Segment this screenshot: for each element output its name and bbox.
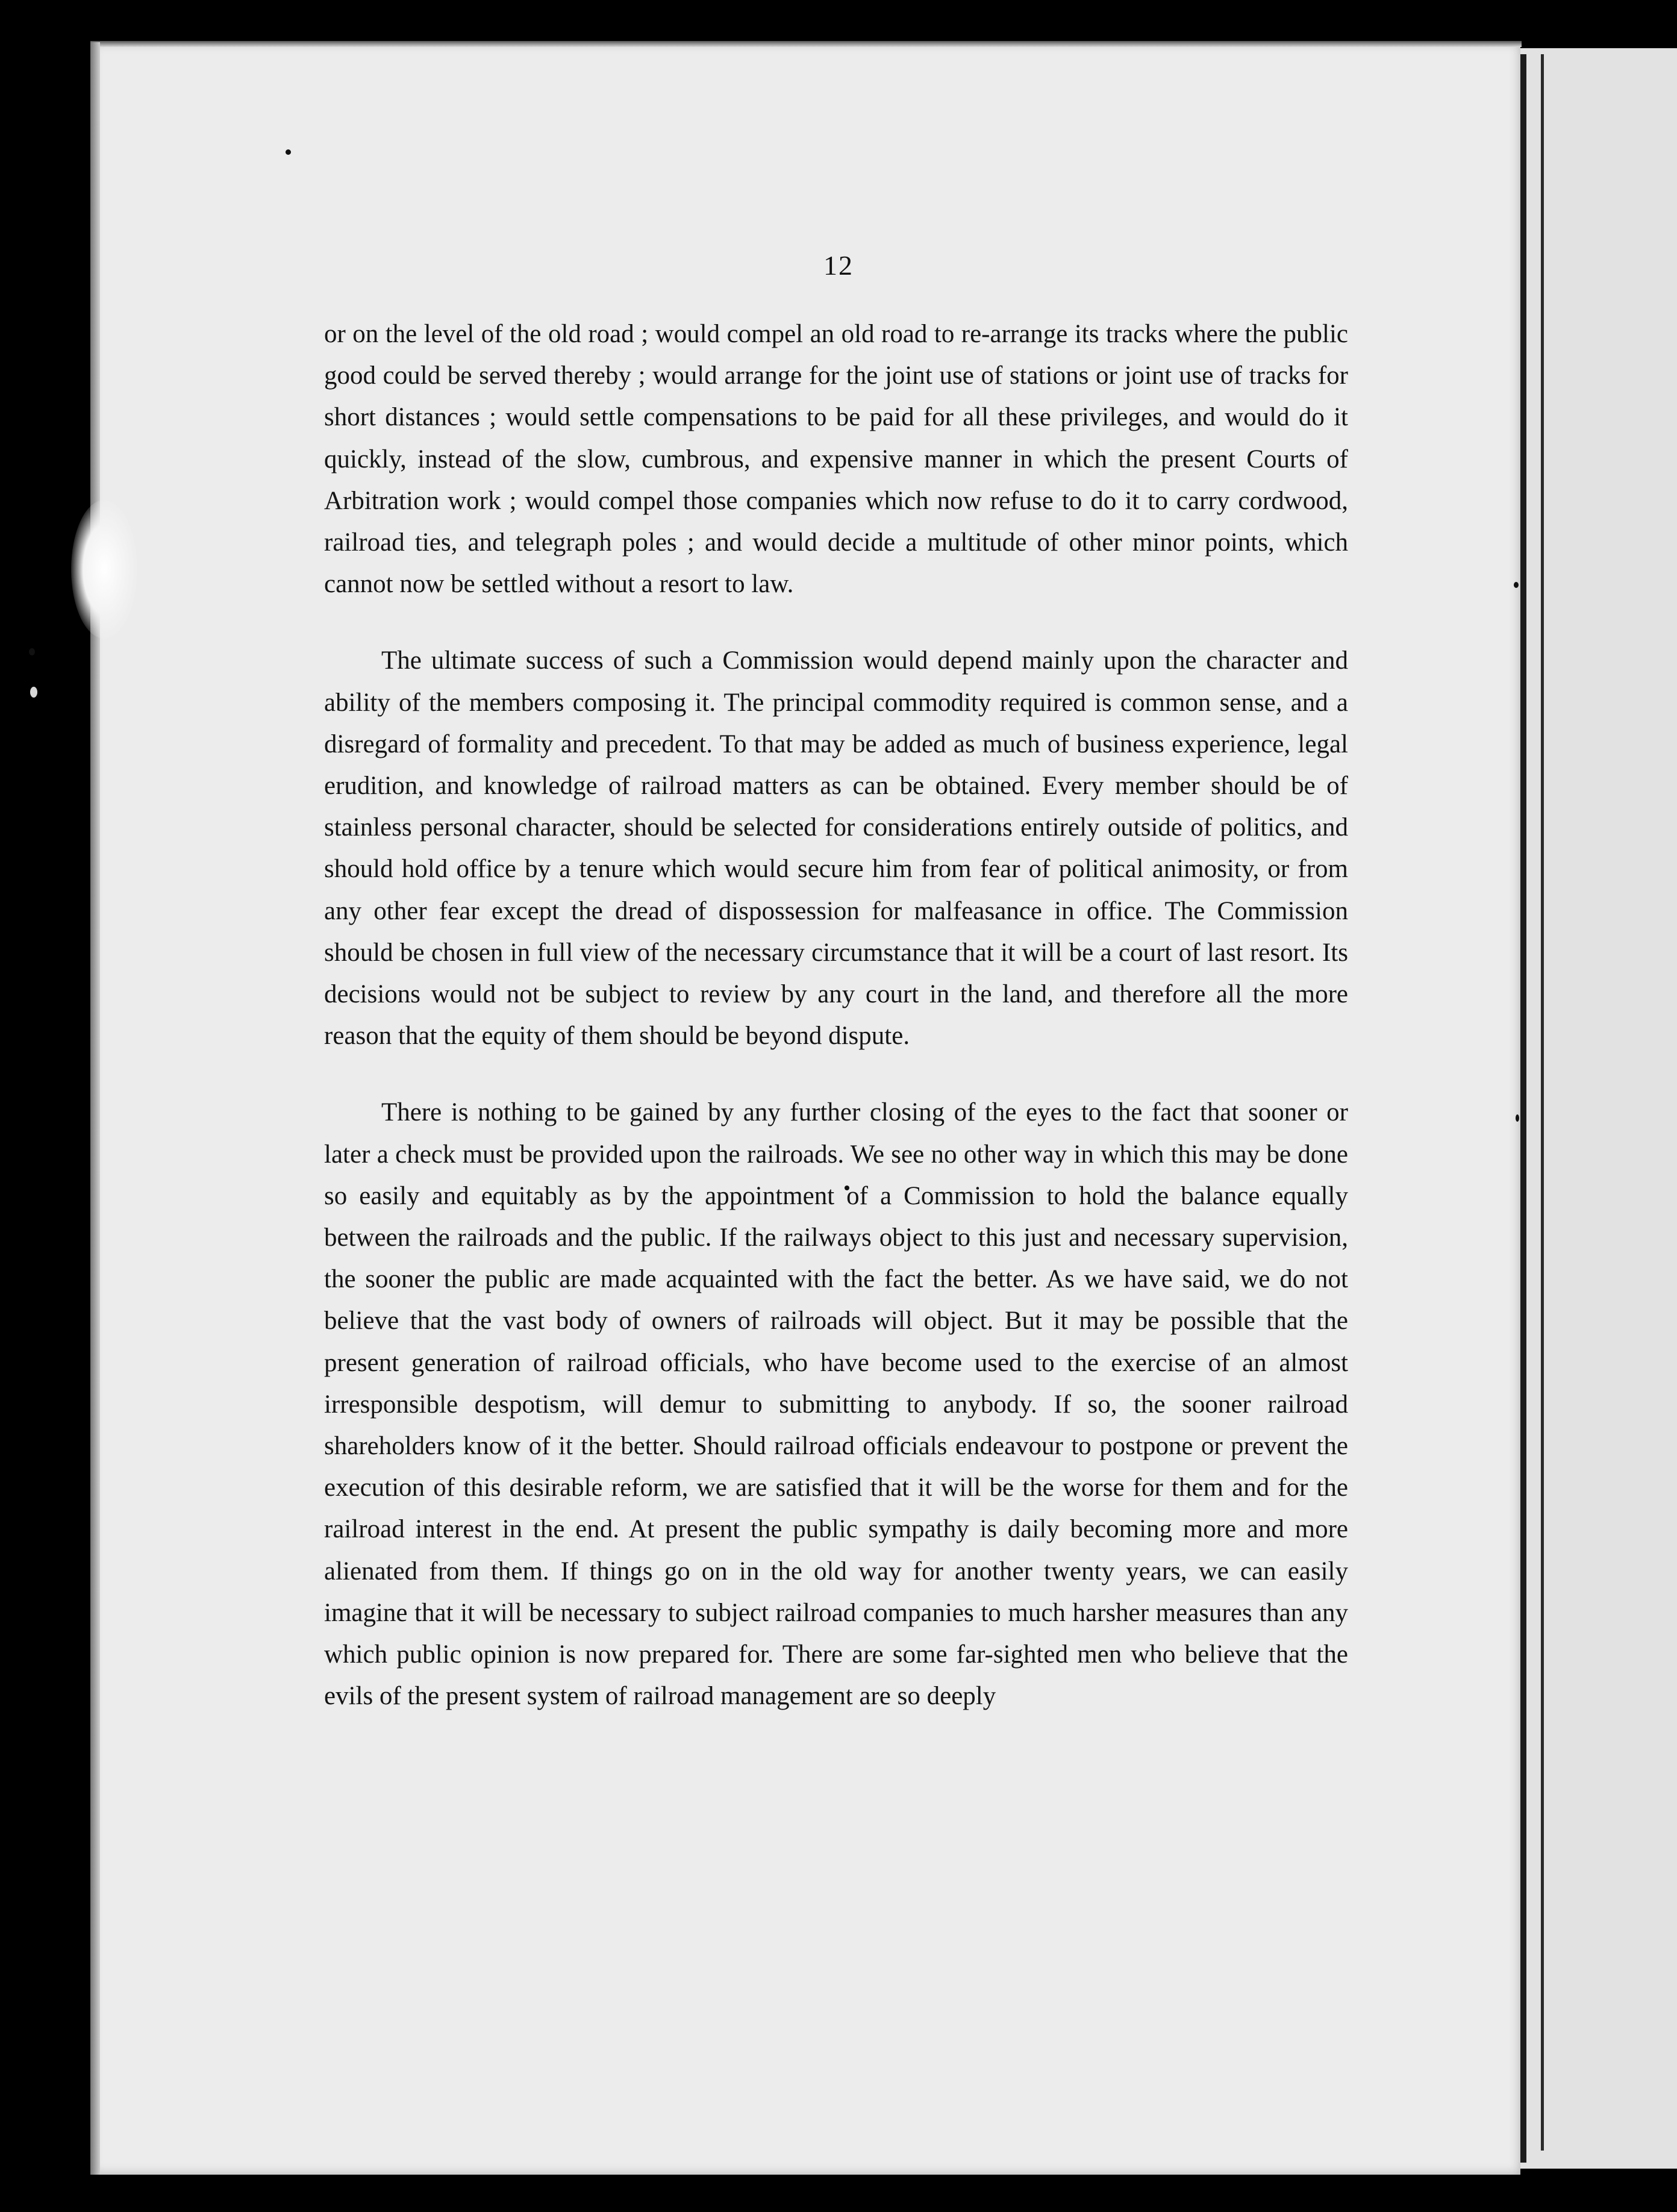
facing-page-edge bbox=[1520, 48, 1677, 2169]
paragraph-railroad-check: There is nothing to be gained by any further closing of the eyes to the fact that sooner or later a check must be provided upon the railroads. We see no other way in which this may be done so easily and equitably as by the appointment of a Commission to hold the balance equally between the railroads and the public. If the railways object to this just and necessary supervision, the sooner the public are made acquainted with the fact the better. As we have said, we do not believe that the vast body of owners of railroads will object. But it may be possible that the present generation of railroad officials, who have become used to the exercise of an almost irresponsible despotism, will demur to submitting to anybody. If so, the sooner railroad shareholders know of it the better. Should railroad officials endeavour to postpone or prevent the execution of this desirable reform, we are satisfied that it will be the worse for them and for the railroad interest in the end. At present the public sympathy is daily becoming more and more alienated from them. If things go on in the old way for another twenty years, we can easily imagine that it will be necessary to subject railroad companies to much harsher measures than any which public opinion is now prepared for. There are some far-sighted men who believe that the evils of the present system of railroad management are so deeply bbox=[324, 1098, 1348, 1711]
body-text bbox=[324, 313, 1348, 1717]
page-left-edge bbox=[90, 42, 100, 2175]
paragraph-continuation: or on the level of the old road ; would compel an old road to re-arrange its tracks where the public good could be served thereby ; would arrange for the joint use of stations or joint use of tracks for short distances ; would settle compensations to be paid for all these privileges, and would do it quickly, instead of the slow, cumbrous, and expensive manner in which the present Courts of Arbitration work ; would compel those companies which now refuse to do it to carry cordwood, railroad ties, and telegraph poles ; and would decide a multitude of other minor points, which cannot now be settled without a resort to law. bbox=[324, 320, 1348, 599]
page-top-edge bbox=[90, 41, 1522, 47]
binding-line bbox=[1541, 54, 1544, 2151]
scan-speck bbox=[1516, 1114, 1519, 1122]
scan-speck bbox=[286, 149, 291, 155]
scan-speck bbox=[29, 648, 35, 655]
scan-speck bbox=[30, 687, 37, 698]
paragraph-commission-success: The ultimate success of such a Commission would depend mainly upon the character and ability of the members composing it. The principal commodity required is common sense, and a disregard of formality and precedent. To that may be added as much of business experience, legal erudition, and knowledge of railroad matters as can be obtained. Every member should be of stainless personal character, should be selected for considerations entirely outside of politics, and should hold office by a tenure which would secure him from fear of political animosity, or from any other fear except the dread of dispossession for malfeasance in office. The Commission should be chosen in full view of the necessary circumstance that it will be a court of last resort. Its decisions would not be subject to review by any court in the land, and therefore all the more reason that the equity of them should be beyond dispute. bbox=[324, 646, 1348, 1051]
page-number: 12 bbox=[823, 250, 854, 281]
scan-speck bbox=[1514, 582, 1519, 588]
paper-blot bbox=[71, 500, 137, 639]
